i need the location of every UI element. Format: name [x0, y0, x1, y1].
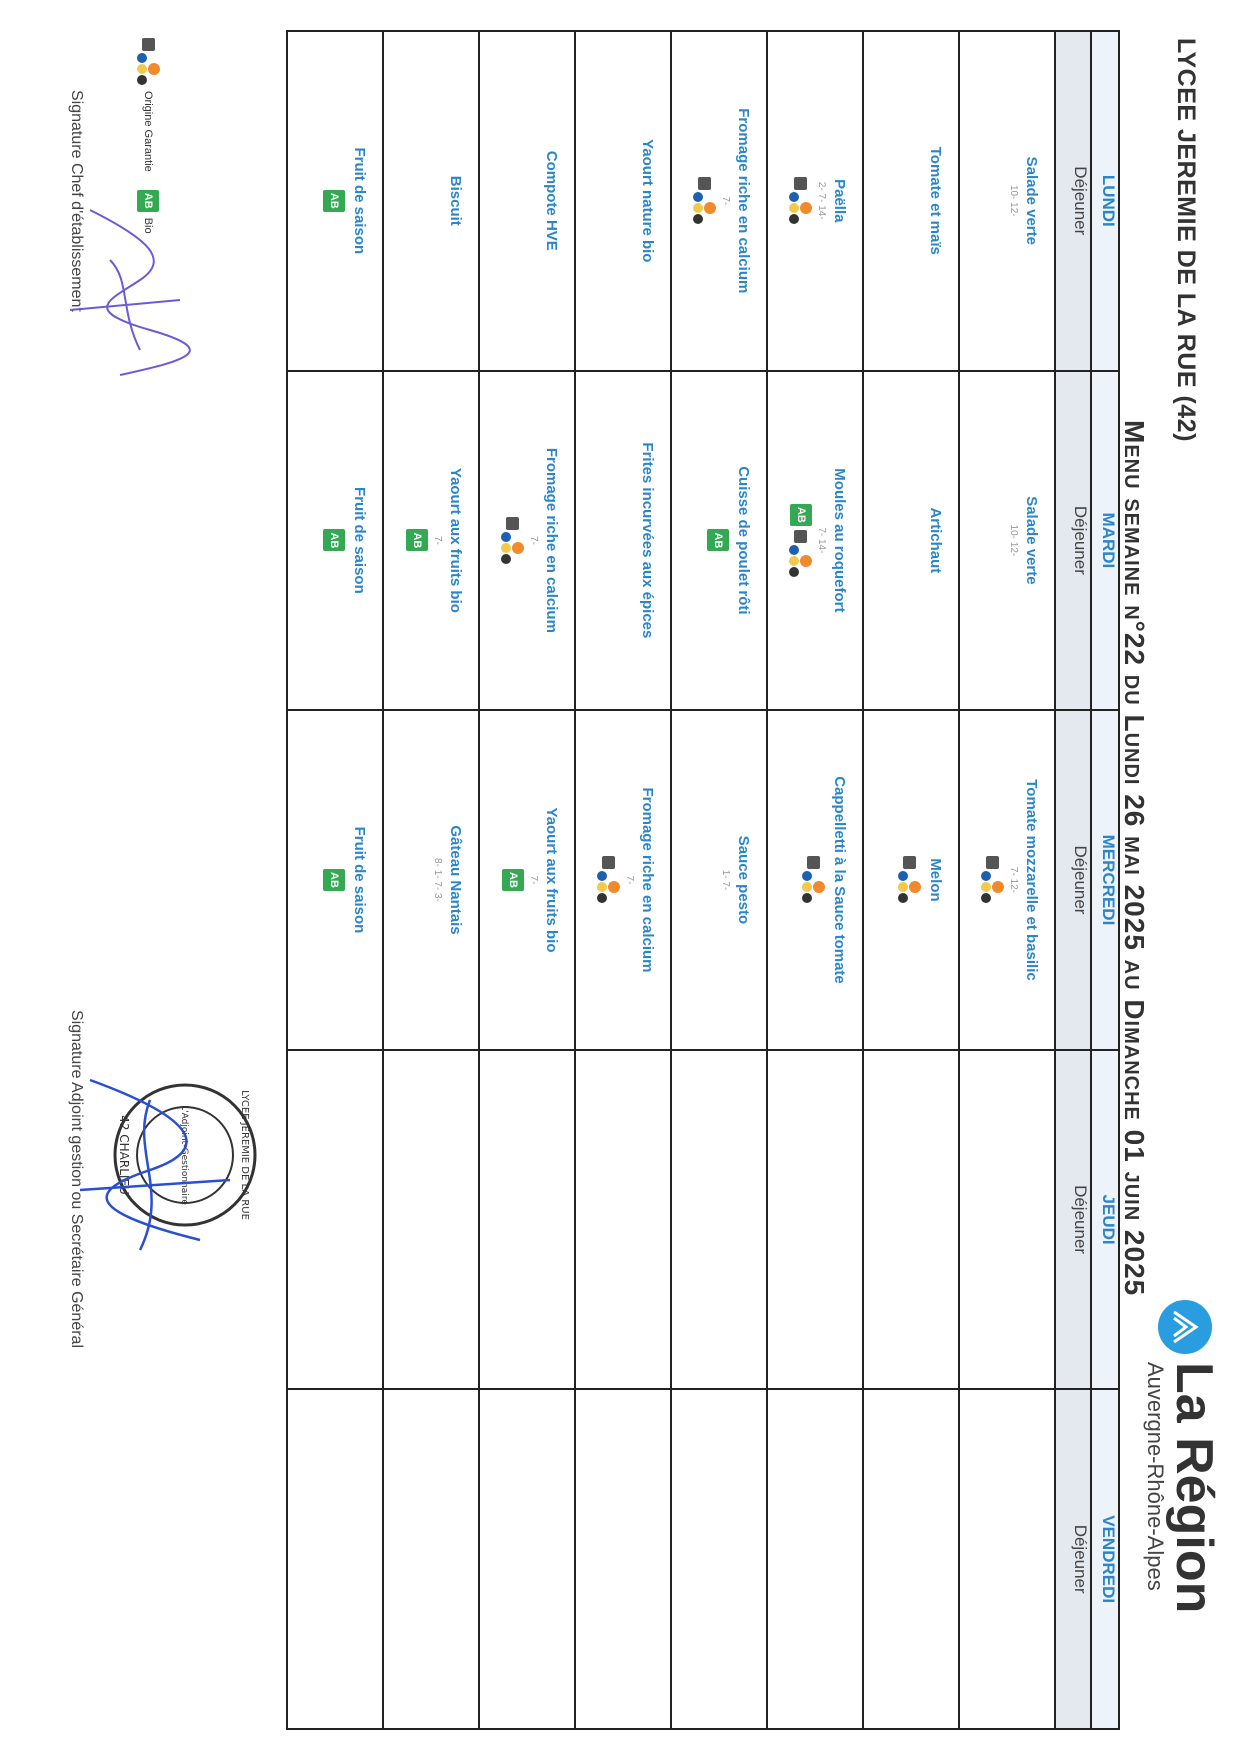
chef-signature-scribble — [60, 200, 210, 390]
menu-cell — [671, 1389, 767, 1729]
ab-bio-icon: AB — [707, 529, 729, 551]
origin-garantie-icon — [789, 530, 812, 577]
menu-cell — [671, 371, 767, 711]
dish-name: Fruit de saison — [351, 487, 368, 594]
ab-bio-icon: AB — [323, 529, 345, 551]
menu-cell — [575, 710, 671, 1050]
region-logo — [1143, 1300, 1223, 1614]
menu-cell — [287, 1389, 383, 1729]
menu-cell — [959, 371, 1055, 711]
origin-garantie-icon — [693, 177, 716, 224]
dish-name: Moules au roquefort — [831, 468, 848, 613]
dish-name: Yaourt aux fruits bio — [447, 467, 464, 613]
dish-name: Tomate mozzarelle et basilic — [1023, 779, 1040, 981]
menu-cell — [863, 1050, 959, 1390]
table-row — [959, 31, 1055, 1729]
allergen-codes: 7- 12- — [1008, 866, 1020, 894]
label-marks — [898, 711, 921, 1049]
legend-bio-label: Bio — [142, 217, 155, 234]
label-marks — [323, 372, 345, 710]
menu-cell — [959, 1389, 1055, 1729]
menu-cell — [383, 1389, 479, 1729]
table-row — [863, 31, 959, 1729]
dish-name: Fromage riche en calcium — [639, 787, 656, 973]
menu-cell — [575, 31, 671, 371]
origin-garantie-icon — [501, 517, 524, 564]
menu-cell — [767, 710, 863, 1050]
menu-cell — [863, 31, 959, 371]
mountain-icon — [1158, 1300, 1212, 1354]
menu-cell — [575, 1050, 671, 1390]
menu-cell — [671, 710, 767, 1050]
dish-name: Yaourt aux fruits bio — [543, 807, 560, 953]
menu-cell — [959, 710, 1055, 1050]
menu-cell — [575, 1389, 671, 1729]
menu-cell — [383, 371, 479, 711]
label-marks — [323, 711, 345, 1049]
menu-cell — [383, 1050, 479, 1390]
label-marks — [707, 372, 729, 710]
allergen-codes: 7- — [720, 196, 732, 206]
day-header-lundi: LUNDI — [1091, 31, 1119, 371]
dish-name: Fruit de saison — [351, 147, 368, 255]
dish-name: Paëlla — [831, 179, 848, 223]
ab-bio-icon: AB — [406, 529, 428, 551]
menu-cell — [287, 710, 383, 1050]
table-row — [575, 31, 671, 1729]
label-marks — [981, 711, 1004, 1049]
day-header-row — [1091, 31, 1119, 1729]
allergen-codes: 10- 12- — [1008, 524, 1020, 557]
menu-cell — [383, 31, 479, 371]
allergen-codes: 1- 7- — [720, 869, 732, 891]
svg-text:L'Adjoint-Gestionnaire: L'Adjoint-Gestionnaire — [179, 1105, 189, 1205]
school-name: LYCEE JEREMIE DE LA RUE (42) — [1172, 38, 1200, 442]
menu-cell — [287, 31, 383, 371]
menu-cell — [383, 710, 479, 1050]
adjoint-signature-scribble — [70, 1060, 240, 1260]
meal-header: Déjeuner — [1055, 31, 1091, 371]
ab-bio-icon: AB — [138, 190, 160, 212]
allergen-codes: 2- 7- 14- — [816, 181, 828, 220]
day-header-mardi: MARDI — [1091, 371, 1119, 711]
label-marks — [693, 32, 716, 370]
allergen-codes: 7- — [624, 875, 636, 885]
dish-name: Yaourt nature bio — [639, 139, 656, 263]
dish-name: Melon — [927, 858, 944, 902]
legend-origin — [137, 38, 160, 172]
week-title: Menu semaine n°22 du Lundi 26 mai 2025 au Dimanche 01 juin 2025 — [1119, 420, 1150, 1297]
dish-name: Salade verte — [1023, 156, 1040, 245]
menu-cell — [671, 31, 767, 371]
label-marks — [501, 372, 524, 710]
label-marks — [502, 711, 524, 1049]
ab-bio-icon: AB — [323, 190, 345, 212]
allergen-codes: 10- 12- — [1008, 184, 1020, 217]
dish-name: Tomate et maïs — [927, 146, 944, 255]
origin-garantie-icon — [137, 38, 160, 85]
menu-cell — [479, 710, 575, 1050]
allergen-codes: 8- 1- 7- 3- — [432, 858, 444, 902]
menu-cell — [671, 1050, 767, 1390]
menu-body — [287, 31, 1055, 1729]
label-marks — [789, 32, 812, 370]
menu-cell — [767, 31, 863, 371]
menu-cell — [767, 1389, 863, 1729]
dish-name: Sauce pesto — [735, 835, 752, 925]
allergen-codes: 7- — [528, 875, 540, 885]
allergen-codes: 7- — [528, 535, 540, 545]
origin-garantie-icon — [981, 856, 1004, 903]
dish-name: Cuisse de poulet rôti — [735, 466, 752, 615]
menu-cell — [767, 371, 863, 711]
menu-cell — [575, 371, 671, 711]
table-row — [671, 31, 767, 1729]
menu-cell — [479, 31, 575, 371]
label-marks — [323, 32, 345, 370]
dish-name: Compote HVE — [543, 150, 560, 251]
svg-text:42 CHARLIEU: 42 CHARLIEU — [117, 1115, 131, 1195]
menu-table — [286, 30, 1120, 1730]
table-row — [767, 31, 863, 1729]
menu-cell — [767, 1050, 863, 1390]
origin-garantie-icon — [789, 177, 812, 224]
dish-name: Artichaut — [927, 507, 944, 574]
menu-cell — [287, 371, 383, 711]
legend-origin-label: Origine Garantie — [142, 91, 155, 172]
ab-bio-icon: AB — [790, 504, 812, 526]
dish-name: Salade verte — [1023, 496, 1040, 585]
menu-cell — [863, 1389, 959, 1729]
allergen-codes: 7- 14- — [816, 527, 828, 554]
ab-bio-icon: AB — [502, 869, 524, 891]
dish-name: Fruit de saison — [351, 826, 368, 934]
menu-cell — [287, 1050, 383, 1390]
logo-title: La Région — [1165, 1362, 1223, 1614]
svg-text:LYCEE JEREMIE DE LA RUE: LYCEE JEREMIE DE LA RUE — [239, 1090, 250, 1220]
label-marks — [597, 711, 620, 1049]
dish-name: Fromage riche en calcium — [543, 447, 560, 633]
dish-name: Gâteau Nantais — [447, 825, 464, 935]
chef-signature-label: Signature Chef d'établissement — [68, 90, 85, 312]
allergen-codes: 7- — [432, 535, 444, 545]
meal-header: Déjeuner — [1055, 710, 1091, 1050]
menu-cell — [479, 371, 575, 711]
day-header-jeudi: JEUDI — [1091, 1050, 1119, 1390]
origin-garantie-icon — [597, 856, 620, 903]
meal-header: Déjeuner — [1055, 1050, 1091, 1390]
table-row — [479, 31, 575, 1729]
day-header-vendredi: VENDREDI — [1091, 1389, 1119, 1729]
label-marks — [406, 372, 428, 710]
label-marks — [789, 372, 812, 710]
menu-cell — [479, 1389, 575, 1729]
dish-name: Fromage riche en calcium — [735, 108, 752, 294]
origin-garantie-icon — [898, 856, 921, 903]
table-row — [383, 31, 479, 1729]
ab-bio-icon: AB — [323, 869, 345, 891]
table-row — [287, 31, 383, 1729]
day-header-mercredi: MERCREDI — [1091, 710, 1119, 1050]
dish-name: Frites incurvées aux épices — [639, 442, 656, 639]
meal-header-row — [1055, 31, 1091, 1729]
menu-cell — [479, 1050, 575, 1390]
meal-header: Déjeuner — [1055, 371, 1091, 711]
adjoint-signature-label: Signature Adjoint gestion ou Secrétaire Général — [68, 1010, 85, 1348]
logo-subtitle: Auvergne-Rhône-Alpes — [1143, 1362, 1168, 1591]
meal-header: Déjeuner — [1055, 1389, 1091, 1729]
menu-cell — [959, 1050, 1055, 1390]
label-marks — [802, 711, 825, 1049]
menu-cell — [959, 31, 1055, 371]
origin-garantie-icon — [802, 856, 825, 903]
menu-cell — [863, 710, 959, 1050]
menu-cell — [863, 371, 959, 711]
dish-name: Cappelletti à la Sauce tomate — [831, 776, 848, 984]
dish-name: Biscuit — [447, 175, 464, 226]
